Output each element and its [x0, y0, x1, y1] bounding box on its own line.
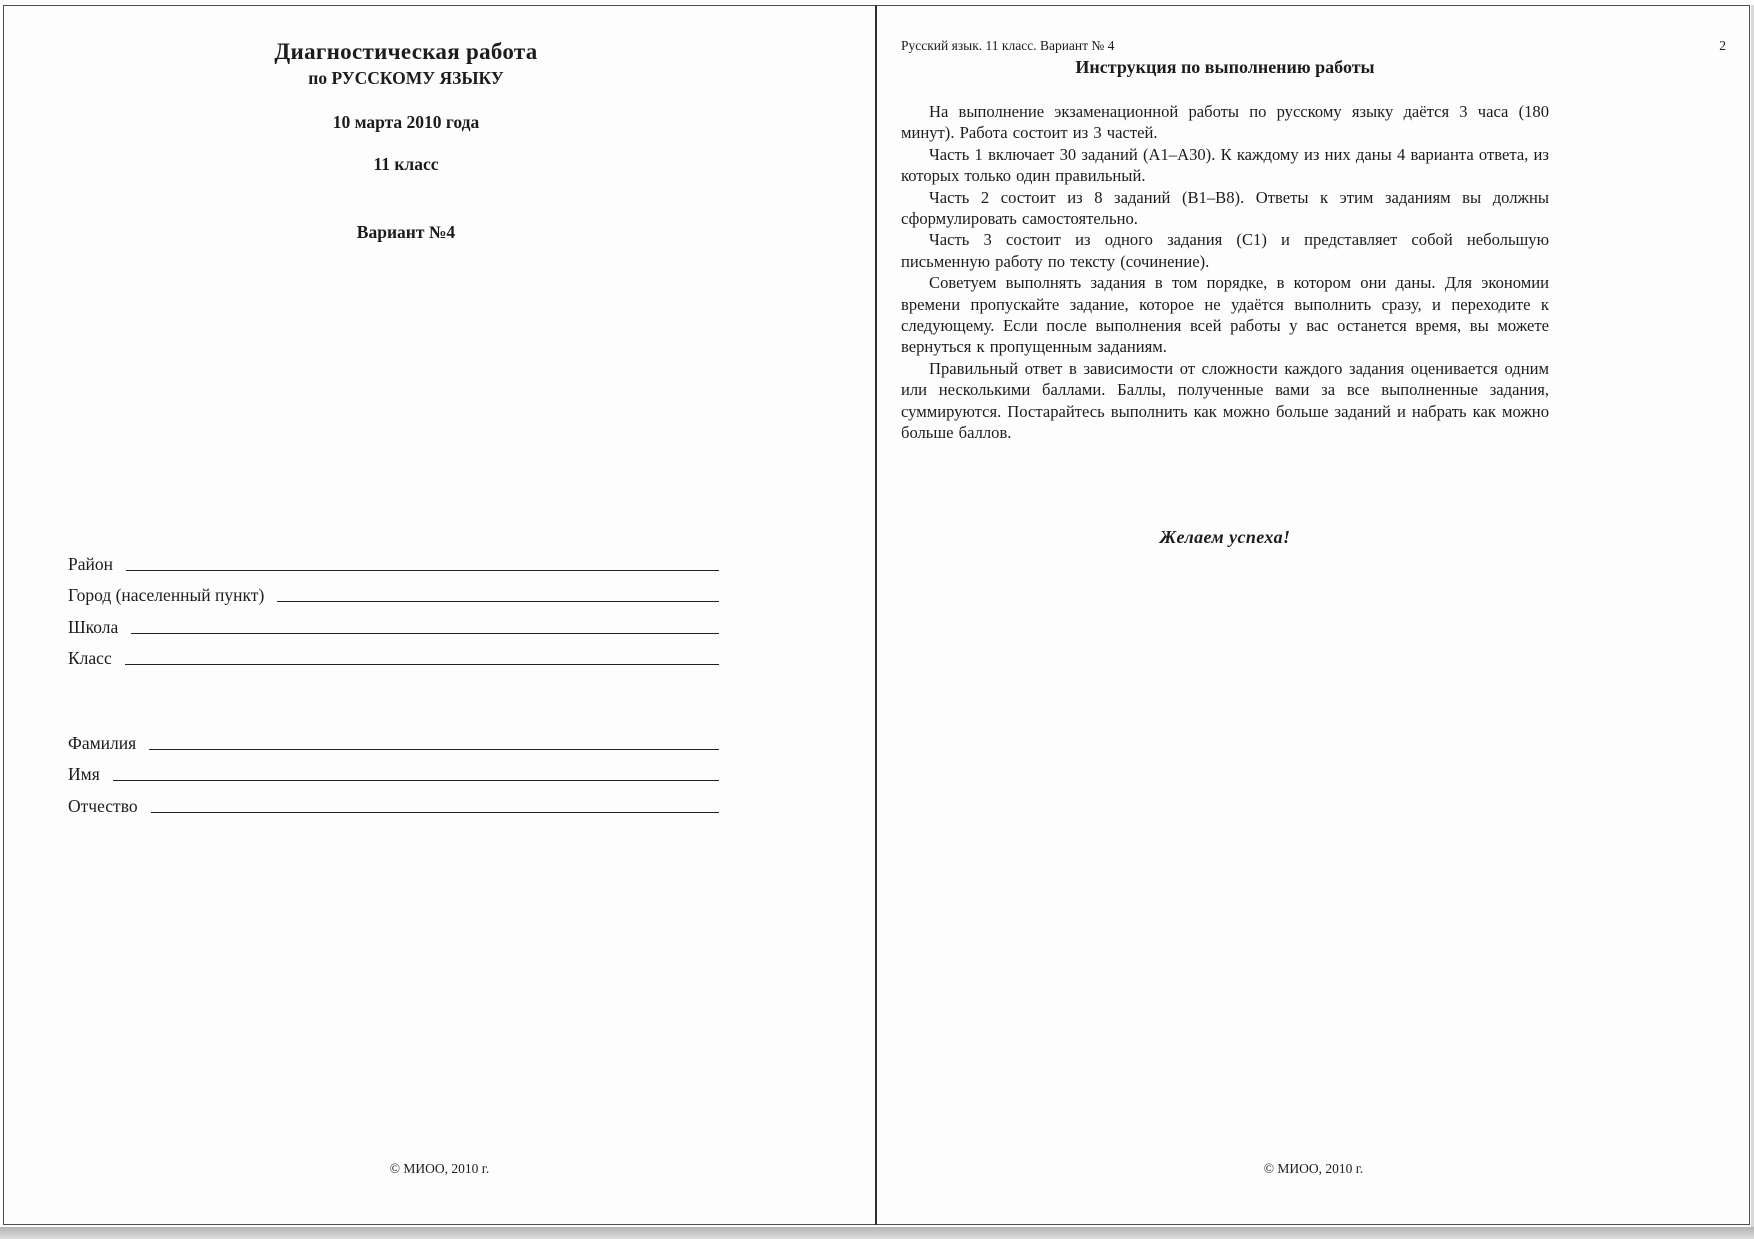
form-field-patronymic — [68, 785, 719, 817]
form-field-class — [68, 638, 719, 670]
form-field-district-label: Район — [68, 553, 113, 574]
instructions-title: Инструкция по выполнению работы — [1075, 57, 1375, 77]
cover-variant: Вариант №4 — [356, 222, 456, 242]
cover-grade: 11 класс — [373, 154, 439, 174]
cover-title: Диагностическая работа — [274, 39, 538, 64]
form-field-surname-label: Фамилия — [68, 732, 137, 753]
form-field-city-label: Город (населенный пункт) — [68, 585, 265, 606]
form-field-district-blank-line — [126, 570, 719, 571]
form-field-surname — [68, 722, 719, 754]
page-left-cover — [4, 5, 875, 1225]
form-field-firstname-label: Имя — [68, 764, 100, 785]
form-field-class-blank-line — [125, 664, 719, 665]
cover-subtitle: по РУССКОМУ ЯЗЫКУ — [308, 68, 504, 88]
instructions-paragraph: Часть 1 включает 30 заданий (А1–А30). К каждому из них даны 4 варианта ответа, из которых только один правильный. — [901, 144, 1549, 186]
page-right-instructions — [877, 5, 1750, 1225]
instructions-paragraph: На выполнение экзаменационной работы по русскому языку даётся 3 часа (180 минут). Работа состоит из 3 частей. — [901, 102, 1549, 143]
form-field-school-blank-line — [131, 633, 719, 634]
running-header — [901, 38, 1726, 54]
form-field-patronymic-label: Отчество — [68, 795, 138, 816]
form-field-city — [68, 575, 719, 607]
instructions-paragraph: Часть 2 состоит из 8 заданий (В1–В8). Ответы к этим заданиям вы должны сформулировать самостоятельно. — [901, 187, 1549, 229]
instructions-paragraph: Советуем выполнять задания в том порядке, в котором они даны. Для экономии времени пропускайте задание, которое не удаётся выполнить сразу, и переходите к следующему. Если после выполнения всей работы у вас останется время, вы можете вернуться к пропущенным заданиям. — [901, 273, 1549, 357]
page-number: 2 — [1719, 38, 1726, 53]
form-field-city-blank-line — [277, 601, 719, 602]
running-header-title: Русский язык. 11 класс. Вариант № 4 — [901, 38, 1115, 53]
instructions-body — [901, 101, 1549, 444]
form-field-class-label: Класс — [68, 648, 112, 669]
cover-title-block — [68, 39, 744, 89]
good-luck-wish: Желаем успеха! — [1159, 527, 1291, 547]
form-field-school-label: Школа — [68, 616, 119, 637]
instructions-paragraph: Правильный ответ в зависимости от сложности каждого задания оценивается одним или несколькими баллами. Баллы, полученные вами за все выполненные задания, суммируются. Постарайтесь выполнить как можно больше заданий и набрать как можно больше баллов. — [901, 358, 1549, 443]
form-field-district — [68, 543, 719, 575]
form-field-firstname — [68, 754, 719, 786]
form-field-patronymic-blank-line — [151, 812, 719, 813]
left-page-footer-copyright: © МИОО, 2010 г. — [389, 1161, 490, 1176]
right-page-footer-copyright: © МИОО, 2010 г. — [1263, 1161, 1364, 1176]
form-field-school — [68, 606, 719, 638]
form-field-firstname-blank-line — [113, 780, 719, 781]
form-group-location — [68, 543, 719, 669]
form-group-person — [68, 722, 719, 817]
form-field-surname-blank-line — [149, 749, 719, 750]
cover-date: 10 марта 2010 года — [332, 112, 480, 132]
instructions-paragraph: Часть 3 состоит из одного задания (С1) и представляет собой небольшую письменную работу по тексту (сочинение). — [901, 230, 1549, 271]
scan-shadow-bottom — [0, 1227, 1754, 1239]
